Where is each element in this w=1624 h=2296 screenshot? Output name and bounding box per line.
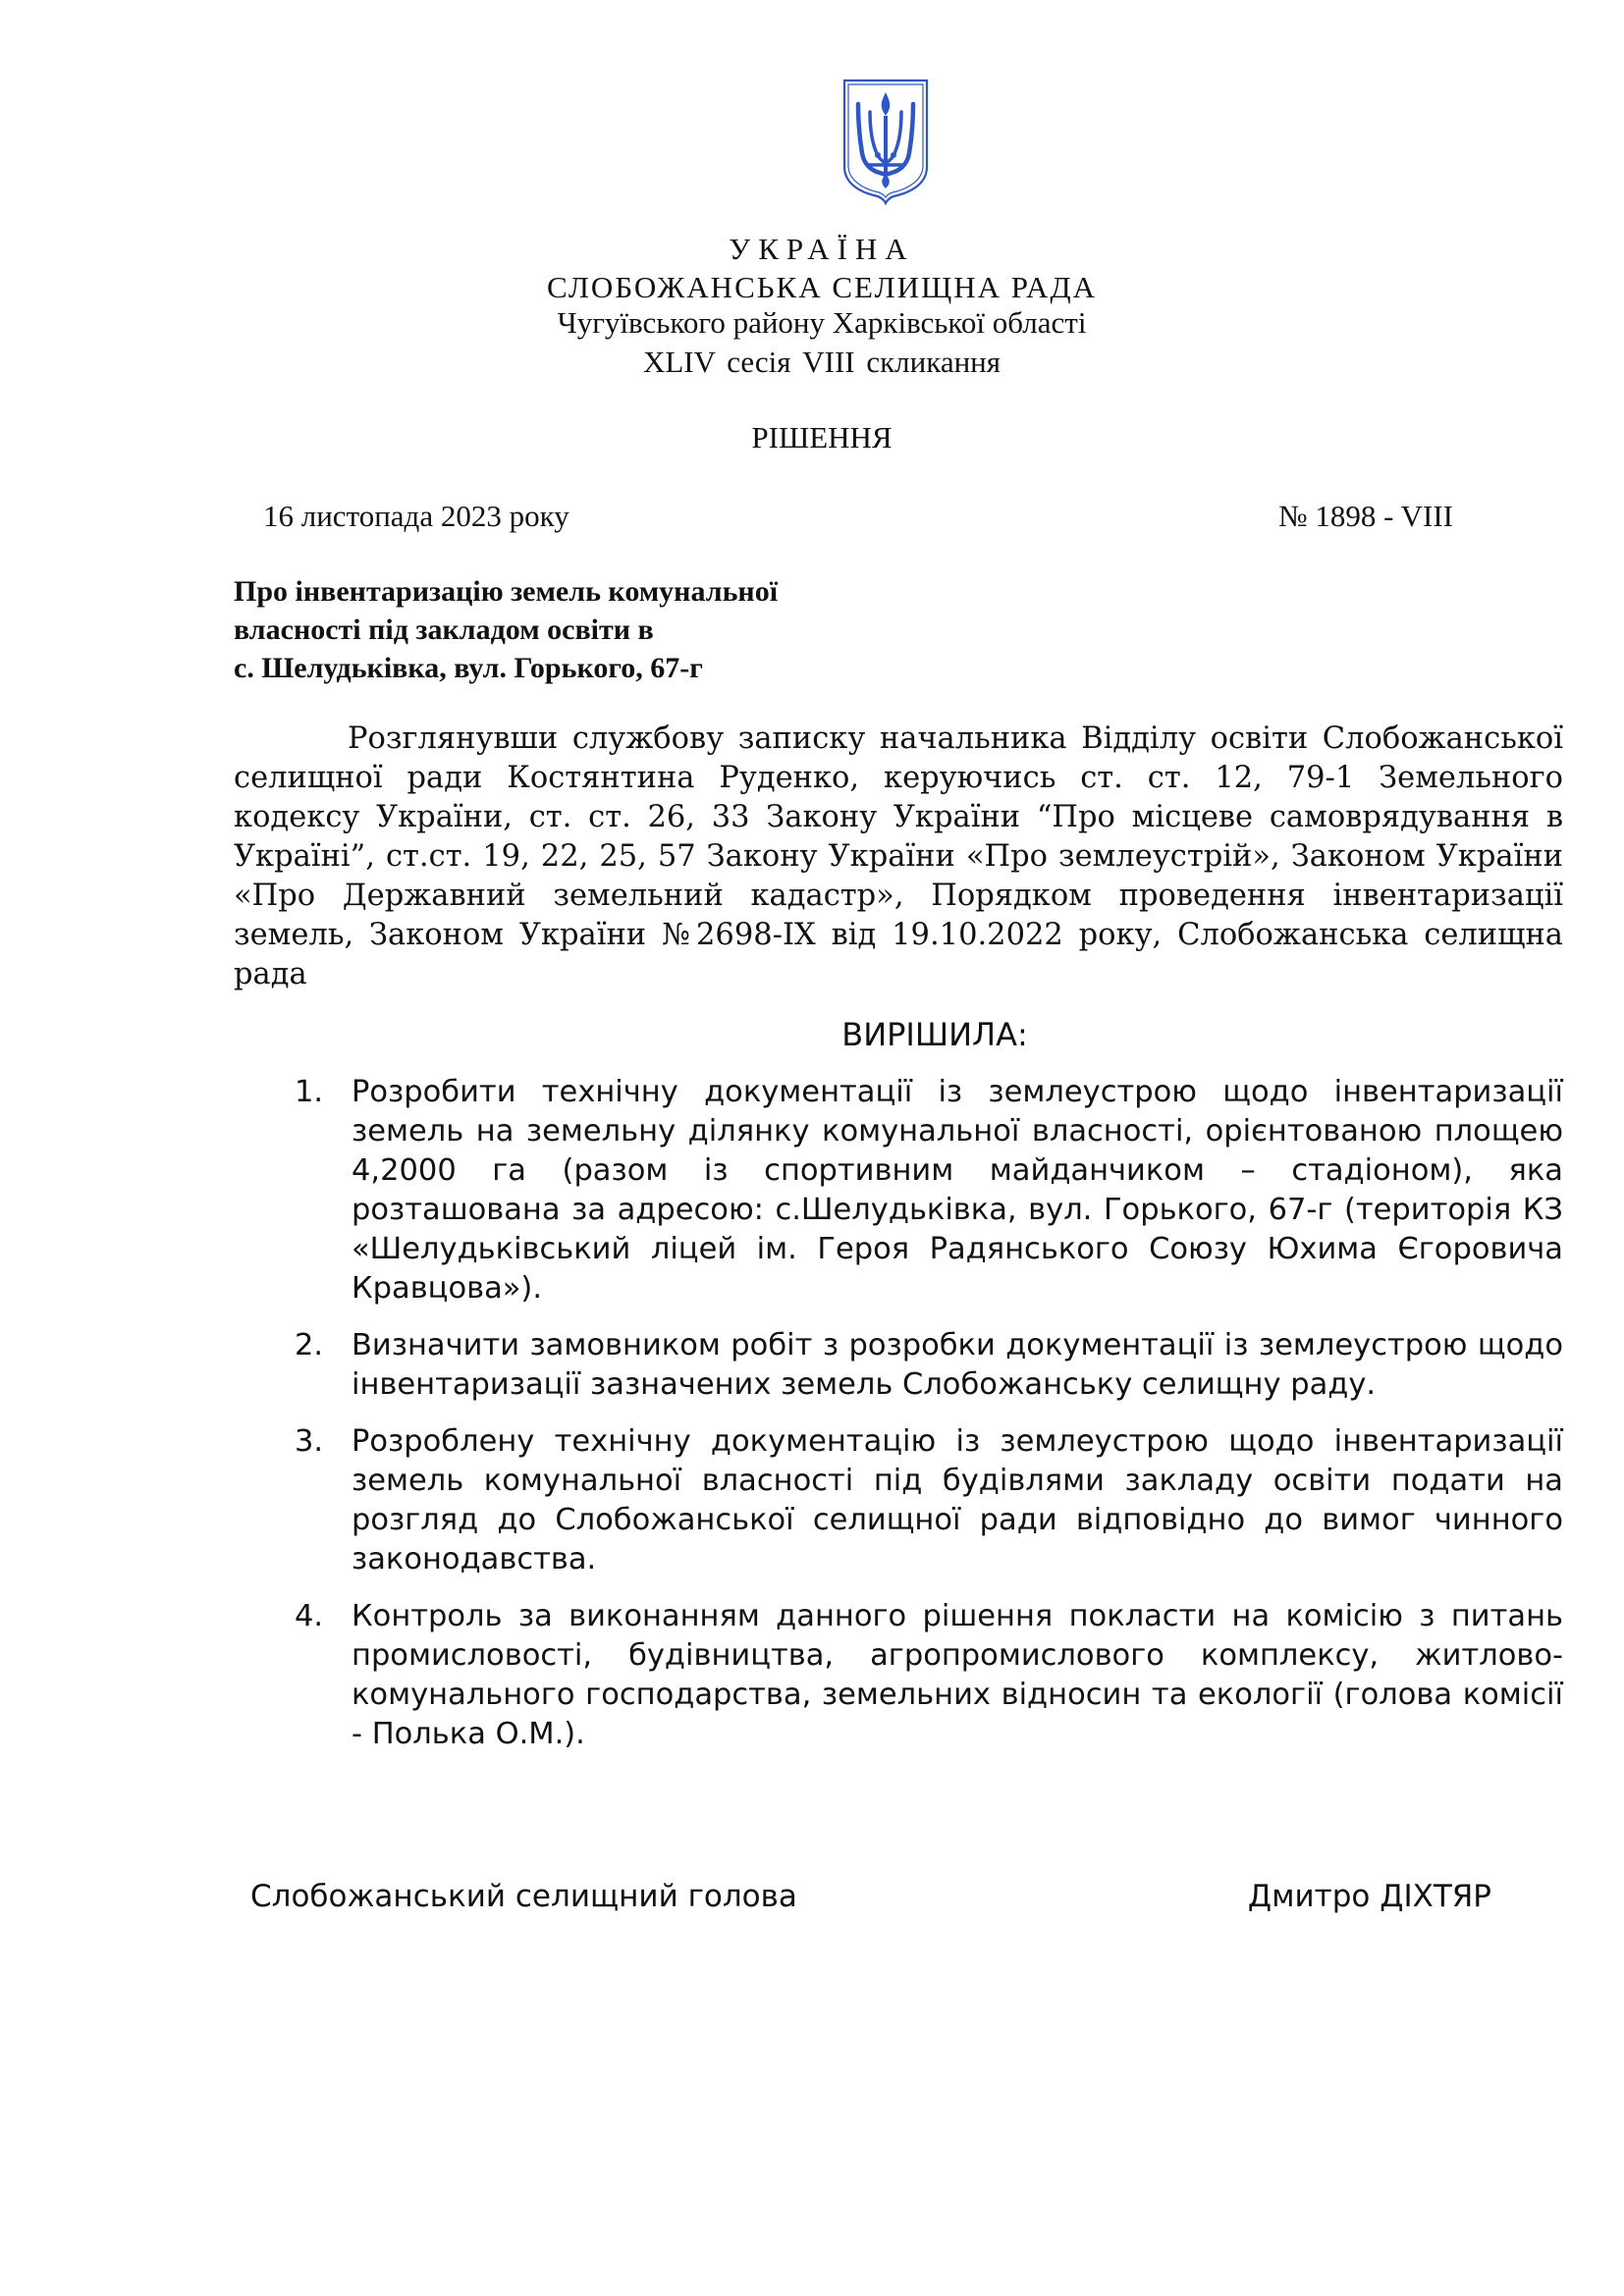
council-name: СЛОБОЖАНСЬКА СЕЛИЩНА РАДА [547, 270, 1097, 304]
item-text: Розроблену технічну документацію із землеустрою щодо інвентаризації земель комунальної власності під будівлями закладу освіти подати на розгляд до Слобожанської селищної ради відповідно до вимог чинного законодавства. [352, 1424, 1563, 1576]
preamble-paragraph: Розглянувши службову записку начальника Відділу освіти Слобожанської селищної ради Костянтина Руденко, керуючись ст. ст. 12, 79-1 Земельного кодексу України, ст. ст. 26, 33 Закону України “Про місцеве самоврядування в Україні”, ст.ст. 19, 22, 25, 57 Закону України «Про землеустрій», Законом України «Про Державний земельний кадастр», Порядком проведення інвентаризації земель, Законом України №2698-IX від 19.10.2022 року, Слобожанська селищна рада [234, 721, 1563, 991]
decision-subject [234, 572, 778, 687]
district-name: Чугуївського району Харківської області [557, 305, 1087, 340]
item-text: Контроль за виконанням данного рішення покласти на комісію з питань промисловості, будівництва, агропромислового комплексу, житлово-комунального господарства, земельних відносин та екології (голова комісії - Полька О.М.). [352, 1599, 1563, 1751]
decision-item [295, 1597, 1563, 1754]
signatory-position: Слобожанський селищний голова [250, 1879, 797, 1914]
date-number-line [263, 499, 1453, 534]
item-number: 4. [295, 1599, 324, 1633]
item-text: Визначити замовником робіт з розробки документації із землеустрою щодо інвентаризації зазначених земель Слобожанську селищну раду. [352, 1328, 1563, 1402]
decision-date: 16 листопада 2023 року [263, 499, 569, 533]
signature-block [250, 1877, 1491, 1916]
decision-number: № 1898 - VIII [1278, 499, 1453, 533]
item-number: 2. [295, 1328, 324, 1362]
item-text: Розробити технічну документації із землеустрою щодо інвентаризації земель на земельну ділянку комунальної власності, орієнтованою площею 4,2000 га (разом із спортивним майданчиком – стадіоном), яка розташована за адресою: с.Шелудьківка, вул. Горького, 67-г (територія КЗ «Шелудьківський ліцей ім. Героя Радянського Союзу Юхима Єгоровича Кравцова»). [352, 1075, 1563, 1306]
country-name: УКРАЇНА [729, 232, 915, 266]
decision-item [295, 1422, 1563, 1579]
decision-items-list [295, 1073, 1563, 1772]
signatory-name: Дмитро ДІХТЯР [1247, 1879, 1491, 1914]
decided-heading: ВИРІШИЛА: [841, 1016, 1028, 1053]
subject-line: с. Шелудьківка, вул. Горького, 67-г [234, 652, 703, 684]
session-info: XLIV сесія VIII скликання [642, 345, 1001, 379]
document-type: РІШЕННЯ [751, 420, 893, 454]
item-number: 3. [295, 1424, 324, 1459]
coat-of-arms-trident-icon [840, 77, 931, 206]
decision-item [295, 1326, 1563, 1405]
decision-item [295, 1073, 1563, 1308]
item-number: 1. [295, 1075, 324, 1109]
subject-line: власності під закладом освіти в [234, 614, 654, 646]
subject-line: Про інвентаризацію земель комунальної [234, 575, 779, 608]
